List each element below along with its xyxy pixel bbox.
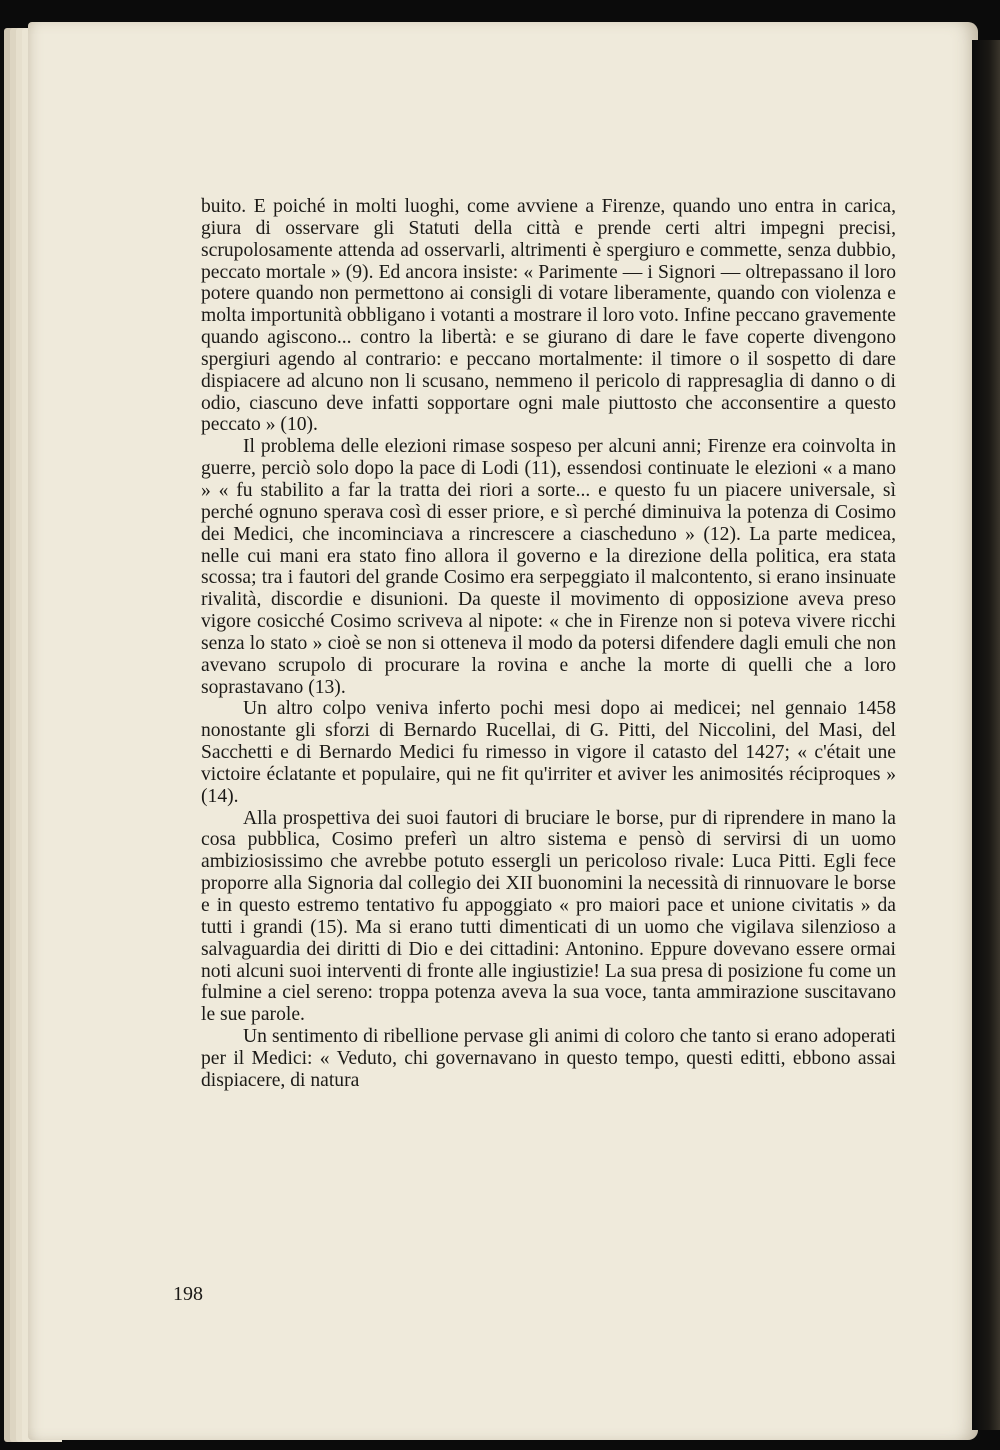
body-text (201, 196, 896, 1092)
paragraph-2: Il problema delle elezioni rimase sospeso per alcuni anni; Firenze era coinvolta in guerre, perciò solo dopo la pace di Lodi (11), essendosi continuate le elezioni « a mano » « fu stabilito a far la tratta dei riori a sorte... e questo fu un piacere universale, sì perché ognuno sperava così di esser priore, e sì perché diminuiva la potenza di Cosimo dei Medici, che incominciava a rincrescere a ciascheduno » (12). La parte medicea, nelle cui mani era stato fino allora il governo e la direzione della politica, era stata scossa; tra i fautori del grande Cosimo era serpeggiato il malcontento, si erano insinuate rivalità, discordie e disunioni. Da queste il movimento di opposizione aveva preso vigore cosicché Cosimo scriveva al nipote: « che in Firenze non si poteva vivere ricchi senza lo stato » cioè se non si otteneva il modo da potersi difendere dagli emuli che non avevano scrupolo di procurare la rovina e anche la morte di quelli che a loro soprastavano (13). (201, 436, 896, 698)
book-spine (972, 40, 1000, 1430)
page-number: 198 (173, 1283, 203, 1305)
paragraph-4: Alla prospettiva dei suoi fautori di bruciare le borse, pur di riprendere in mano la cosa pubblica, Cosimo preferì un altro sistema e pensò di servirsi di un uomo ambiziosissimo che avrebbe potuto essergli un pericoloso rivale: Luca Pitti. Egli fece proporre alla Signoria dal collegio dei XII buonomini la necessità di rinnuovare le borse e in questo estremo tentativo fu appoggiato « pro maiori pace et unione civitatis » da tutti i grandi (15). Ma si erano tutti dimenticati di un uomo che vigilava silenzioso a salvaguardia dei diritti di Dio e dei cittadini: Antonino. Eppure dovevano essere ormai noti alcuni suoi interventi di fronte alle ingiustizie! La sua presa di posizione fu come un fulmine a ciel sereno: troppa potenza aveva la sua voce, tanta ammirazione suscitavano le sue parole. (201, 807, 896, 1026)
paragraph-5: Un sentimento di ribellione pervase gli animi di coloro che tanto si erano adoperati per il Medici: « Veduto, chi governavano in questo tempo, questi editti, ebbono assai dispiacere, di natura (201, 1026, 896, 1091)
paragraph-3: Un altro colpo veniva inferto pochi mesi dopo ai medicei; nel gennaio 1458 nonostante gli sforzi di Bernardo Rucellai, di G. Pitti, del Niccolini, del Masi, del Sacchetti e di Bernardo Medici fu rimesso in vigore il catasto del 1427; « c'était une victoire éclatante et populaire, qui ne fit qu'irriter et aviver les animosités réciproques » (14). (201, 698, 896, 807)
book-page (28, 22, 978, 1440)
paragraph-1: buito. E poiché in molti luoghi, come avviene a Firenze, quando uno entra in carica, giura di osservare gli Statuti della città e prende certi altri impegni precisi, scrupolosamente attenda ad osservarli, altrimenti è spergiuro e commette, senza dubbio, peccato mortale » (9). Ed ancora insiste: « Parimente — i Signori — oltrepassano il loro potere quando non permettono ai consigli di votare liberamente, quando con violenza e molta importunità obbligano i votanti a mostrare il loro voto. Infine peccano gravemente quando agiscono... contro la libertà: e se giurano di dare le fave coperte divengono spergiuri agendo al contrario: e peccano mortalmente: il timore o il sospetto di dare dispiacere ad alcuno non li scusano, nemmeno il pericolo di rappresaglia di danno o di odio, ciascuno deve infatti sopportare ogni male piuttosto che acconsentire a questo peccato » (10). (201, 196, 896, 436)
